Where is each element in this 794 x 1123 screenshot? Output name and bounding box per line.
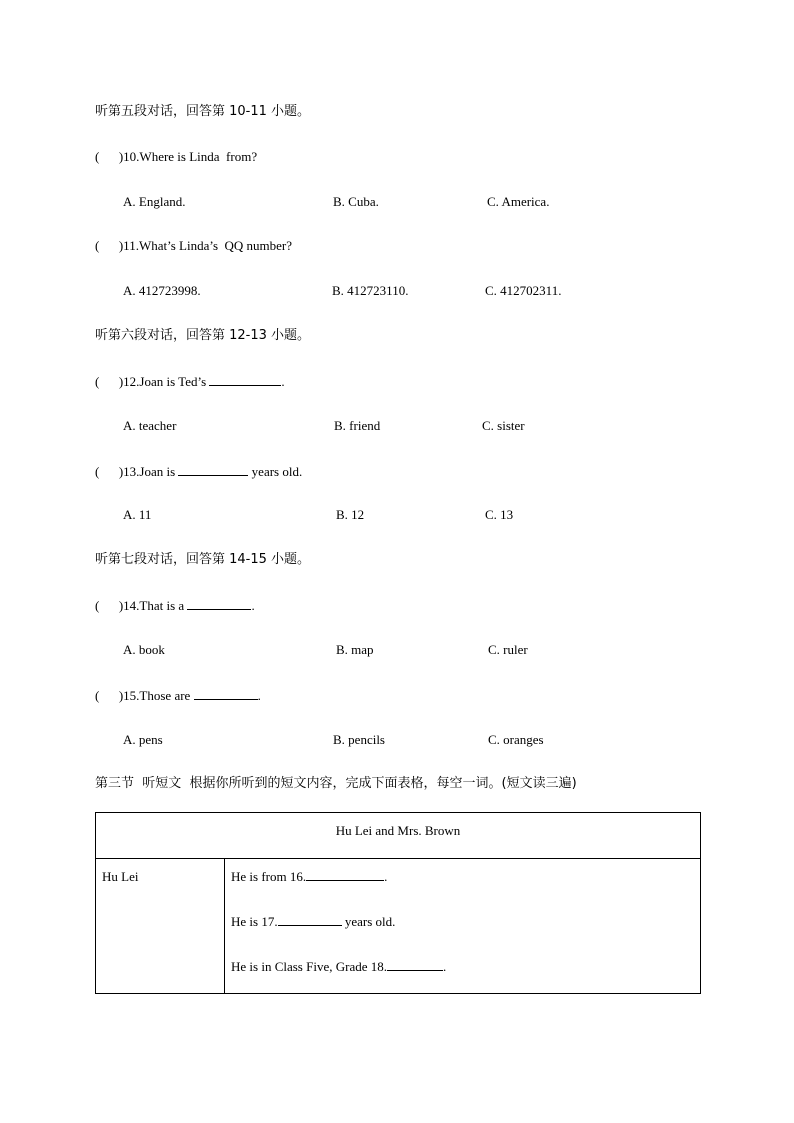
answer-blank	[387, 958, 443, 971]
option-c: C. 412702311.	[485, 283, 562, 298]
info-row	[231, 868, 387, 885]
option-b: B. 412723110.	[332, 283, 409, 298]
question-15	[95, 687, 261, 704]
info-text-end: years old.	[341, 914, 396, 929]
option-a: A. England.	[123, 194, 186, 209]
table-title-cell	[96, 813, 701, 859]
section-heading: 听第六段对话，回答第 12-13 小题。	[95, 328, 311, 343]
section-heading: 听第五段对话，回答第 10-11 小题。	[95, 104, 311, 119]
question-stem: 13.Joan is	[123, 464, 179, 479]
option-a: A. book	[123, 642, 165, 657]
question-12	[95, 373, 285, 390]
option-a: A. pens	[123, 732, 163, 747]
info-row	[231, 913, 395, 930]
question-stem-end: years old.	[248, 464, 303, 479]
option-a: A. 412723998.	[123, 283, 201, 298]
answer-blank	[187, 597, 251, 610]
option-c: C. America.	[487, 194, 550, 209]
name-cell	[96, 859, 225, 994]
info-text-end: .	[384, 869, 388, 884]
answer-paren: ( )	[95, 688, 124, 703]
info-text: He is from 16.	[231, 869, 307, 884]
table-title: Hu Lei and Mrs. Brown	[335, 823, 461, 838]
answer-paren: ( )	[95, 464, 124, 479]
option-a: A. 11	[123, 507, 152, 522]
option-c: C. sister	[482, 418, 525, 433]
answer-paren: ( )	[95, 598, 124, 613]
info-text: He is in Class Five, Grade 18.	[231, 959, 387, 974]
option-b: B. pencils	[333, 732, 385, 747]
info-row	[231, 958, 446, 975]
question-10	[95, 149, 257, 165]
answer-paren: ( )	[95, 149, 124, 164]
question-stem-end: .	[281, 374, 285, 389]
question-stem: 11.What’s Linda’s QQ number?	[123, 238, 293, 253]
option-b: B. map	[336, 642, 374, 657]
answer-paren: ( )	[95, 238, 124, 253]
answer-blank	[194, 687, 258, 700]
question-stem-end: .	[257, 688, 261, 703]
answer-blank	[306, 868, 384, 881]
info-cell	[225, 859, 701, 994]
option-b: B. Cuba.	[333, 194, 379, 209]
option-a: A. teacher	[123, 418, 177, 433]
info-text: He is 17.	[231, 914, 278, 929]
part3-heading: 第三节 听短文 根据你所听到的短文内容，完成下面表格，每空一词。(短文读三遍)	[95, 776, 577, 791]
option-c: C. oranges	[488, 732, 544, 747]
info-text-end: .	[442, 959, 447, 974]
question-11	[95, 238, 292, 254]
answer-blank	[178, 463, 248, 476]
answer-blank	[209, 373, 281, 386]
question-stem: 10.Where is Linda from?	[123, 149, 258, 164]
option-c: C. 13	[485, 507, 514, 522]
option-c: C. ruler	[488, 642, 528, 657]
option-b: B. friend	[334, 418, 381, 433]
question-stem: 15.Those are	[123, 688, 194, 703]
answer-blank	[278, 913, 342, 926]
section-heading: 听第七段对话，回答第 14-15 小题。	[95, 552, 311, 567]
question-13	[95, 463, 302, 480]
option-b: B. 12	[336, 507, 365, 522]
fill-in-table	[95, 812, 701, 994]
question-stem: 14.That is a	[123, 598, 188, 613]
question-14	[95, 597, 255, 614]
question-stem-end: .	[251, 598, 255, 613]
answer-paren: ( )	[95, 374, 124, 389]
person-name: Hu Lei	[102, 869, 139, 884]
question-stem: 12.Joan is Ted’s	[123, 374, 210, 389]
